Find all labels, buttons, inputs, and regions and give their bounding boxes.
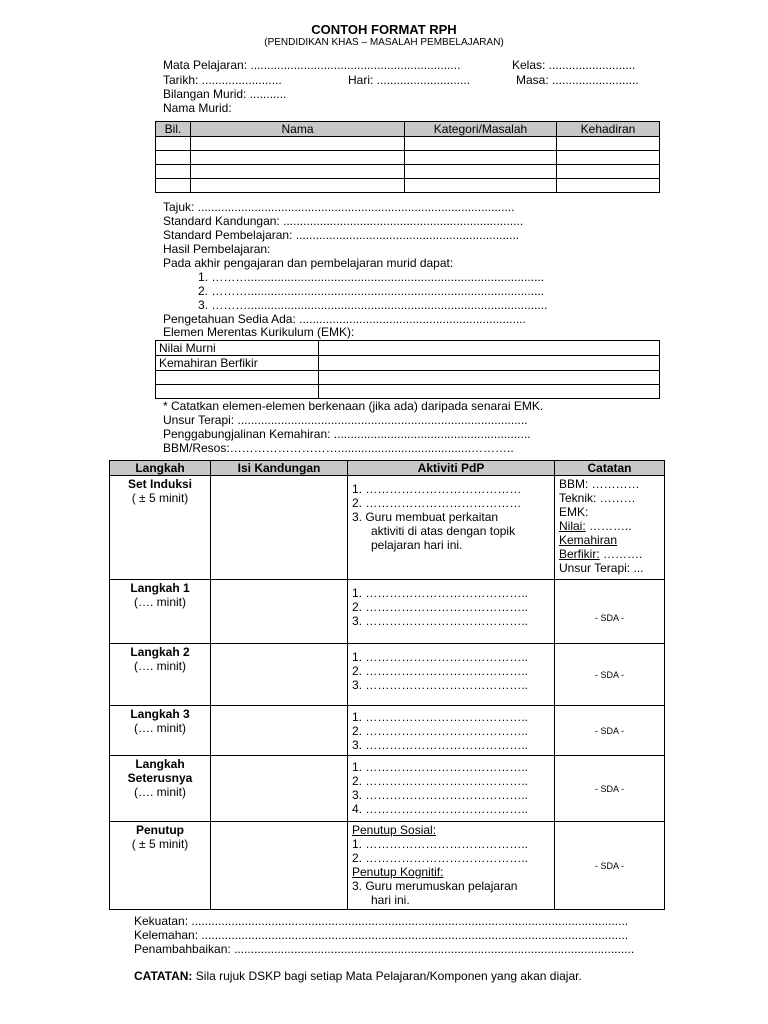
table-row bbox=[110, 580, 665, 644]
activity-line: 2. ………………………………….. bbox=[352, 851, 529, 865]
cell[interactable] bbox=[405, 165, 557, 179]
berfikir-label: Berfikir: bbox=[559, 547, 600, 561]
activity-line: 3. Guru merumuskan pelajaran bbox=[352, 879, 518, 893]
catatan-footer bbox=[134, 969, 582, 983]
catatan-berfikir bbox=[559, 547, 660, 561]
stage-name: Langkah 3 bbox=[130, 707, 190, 721]
stage-name: Penutup bbox=[136, 823, 184, 837]
stage-name-2: Seterusnya bbox=[127, 771, 193, 785]
stage-langkah-2 bbox=[110, 644, 211, 706]
objective-2: 2. ………......................................................................................... bbox=[198, 284, 545, 298]
table-row bbox=[156, 385, 660, 399]
col-langkah: Langkah bbox=[110, 461, 211, 476]
objective-3: 3. ……….......................................................................................... bbox=[198, 298, 548, 312]
penggabungjalinan-field: Penggabungjalinan Kemahiran: ........................................................... bbox=[163, 427, 531, 441]
cell[interactable] bbox=[557, 137, 660, 151]
isi-kandungan-cell[interactable] bbox=[211, 476, 348, 580]
kelemahan-field: Kelemahan: ................................................................................................................................ bbox=[134, 928, 629, 942]
table-row bbox=[156, 371, 660, 385]
table-row bbox=[156, 165, 660, 179]
activity-line: 3. ………………………………….. bbox=[352, 738, 529, 752]
table-row bbox=[156, 151, 660, 165]
activity-line: 3. ………………………………….. bbox=[352, 678, 529, 692]
emk-table bbox=[155, 340, 660, 399]
emk-label: Elemen Merentas Kurikulum (EMK): bbox=[163, 325, 355, 339]
activity-line: 2. ………………………………… bbox=[352, 496, 522, 510]
catatan-cell[interactable] bbox=[555, 476, 665, 580]
catatkan-note: * Catatkan elemen-elemen berkenaan (jika ada) daripada senarai EMK. bbox=[163, 399, 544, 413]
bilangan-murid-field: Bilangan Murid: ........... bbox=[163, 87, 287, 101]
catatan-sda: - SDA - bbox=[555, 706, 665, 756]
cell[interactable] bbox=[156, 151, 191, 165]
catatan-nilai bbox=[559, 519, 660, 533]
table-row bbox=[110, 756, 665, 822]
activity-line: 2. ………………………………….. bbox=[352, 774, 529, 788]
catatan-bbm: BBM: ………… bbox=[559, 477, 640, 491]
cell[interactable] bbox=[191, 137, 405, 151]
cell[interactable] bbox=[557, 151, 660, 165]
cell[interactable] bbox=[156, 137, 191, 151]
table-row bbox=[156, 137, 660, 151]
standard-kandungan-field: Standard Kandungan: ........................................................................ bbox=[163, 214, 524, 228]
activity-line: hari ini. bbox=[371, 893, 410, 907]
activity-line: 3. ………………………………….. bbox=[352, 614, 529, 628]
cell[interactable] bbox=[319, 385, 660, 399]
catatan-unsur: Unsur Terapi: ... bbox=[559, 561, 644, 575]
hasil-pembelajaran-label: Hasil Pembelajaran: bbox=[163, 242, 271, 256]
activity-line: 1. ………………………………….. bbox=[352, 650, 529, 664]
col-kehadiran: Kehadiran bbox=[557, 122, 660, 137]
col-aktiviti: Aktiviti PdP bbox=[348, 461, 555, 476]
table-row bbox=[110, 644, 665, 706]
kelas-field: Kelas: .......................... bbox=[512, 58, 636, 72]
kekuatan-field: Kekuatan: ................................................................................................................................... bbox=[134, 914, 629, 928]
penambahbaikan-field: Penambahbaikan: ........................................................................................................................ bbox=[134, 942, 635, 956]
nilai-dots: ……….. bbox=[585, 519, 632, 533]
cell[interactable] bbox=[557, 165, 660, 179]
emk-row-label bbox=[156, 371, 319, 385]
pengetahuan-field: Pengetahuan Sedia Ada: .................................................................... bbox=[163, 312, 526, 326]
activity-line: 2. ………………………………….. bbox=[352, 664, 529, 678]
catatan-label: CATATAN: bbox=[134, 969, 193, 983]
penutup-sosial-label: Penutup Sosial: bbox=[352, 823, 437, 837]
cell[interactable] bbox=[319, 341, 660, 356]
cell[interactable] bbox=[557, 179, 660, 193]
activity-line: 1. ………………………………….. bbox=[352, 710, 529, 724]
stage-duration: (…. minit) bbox=[134, 659, 186, 673]
table-row bbox=[156, 341, 660, 356]
stage-duration: (…. minit) bbox=[134, 721, 186, 735]
isi-kandungan-cell[interactable] bbox=[211, 822, 348, 910]
stage-duration: ( ± 5 minit) bbox=[131, 837, 189, 851]
stage-langkah-3 bbox=[110, 706, 211, 756]
stage-langkah-1 bbox=[110, 580, 211, 644]
stage-duration: (…. minit) bbox=[134, 785, 186, 799]
aktiviti-cell[interactable] bbox=[348, 822, 555, 910]
catatan-kemahiran: Kemahiran bbox=[559, 533, 618, 547]
stage-set-induksi bbox=[110, 476, 211, 580]
activity-line: 1. ………………………………….. bbox=[352, 760, 529, 774]
emk-row-label: Kemahiran Berfikir bbox=[156, 356, 319, 371]
cell[interactable] bbox=[191, 165, 405, 179]
aktiviti-cell[interactable] bbox=[348, 706, 555, 756]
stage-name: Set Induksi bbox=[127, 477, 192, 491]
col-kategori: Kategori/Masalah bbox=[405, 122, 557, 137]
aktiviti-cell[interactable] bbox=[348, 756, 555, 822]
mata-pelajaran-field: Mata Pelajaran: ............................................................... bbox=[163, 58, 461, 72]
col-isi-kandungan: Isi Kandungan bbox=[211, 461, 348, 476]
pada-akhir-text: Pada akhir pengajaran dan pembelajaran murid dapat: bbox=[163, 256, 454, 270]
cell[interactable] bbox=[319, 356, 660, 371]
stage-name: Langkah 2 bbox=[130, 645, 190, 659]
lesson-table-header bbox=[110, 461, 665, 476]
stage-name: Langkah bbox=[135, 757, 185, 771]
stage-duration: ( ± 5 minit) bbox=[131, 491, 189, 505]
catatan-sda: - SDA - bbox=[555, 822, 665, 910]
cell[interactable] bbox=[156, 165, 191, 179]
activity-line: 1. ………………………………….. bbox=[352, 586, 529, 600]
unsur-terapi-field: Unsur Terapi: ....................................................................................... bbox=[163, 413, 528, 427]
activity-line: 3. ………………………………….. bbox=[352, 788, 529, 802]
catatan-sda: - SDA - bbox=[555, 644, 665, 706]
student-table-header bbox=[156, 122, 660, 137]
objective-1: 1. ………......................................................................................... bbox=[198, 270, 545, 284]
emk-row-label: Nilai Murni bbox=[156, 341, 319, 356]
aktiviti-cell[interactable] bbox=[348, 476, 555, 580]
page-title: CONTOH FORMAT RPH bbox=[311, 22, 457, 37]
cell[interactable] bbox=[405, 137, 557, 151]
nilai-label: Nilai: bbox=[559, 519, 586, 533]
masa-field: Masa: .......................... bbox=[516, 73, 639, 87]
table-row bbox=[110, 822, 665, 910]
isi-kandungan-cell[interactable] bbox=[211, 644, 348, 706]
activity-line: 1. ………………………………….. bbox=[352, 837, 529, 851]
stage-duration: (…. minit) bbox=[134, 595, 186, 609]
cell[interactable] bbox=[405, 179, 557, 193]
stage-name: Langkah 1 bbox=[130, 581, 190, 595]
table-row bbox=[110, 476, 665, 580]
cell[interactable] bbox=[191, 151, 405, 165]
aktiviti-cell[interactable] bbox=[348, 580, 555, 644]
activity-line: pelajaran hari ini. bbox=[371, 538, 463, 552]
berfikir-dots: ………. bbox=[599, 547, 643, 561]
aktiviti-cell[interactable] bbox=[348, 644, 555, 706]
activity-line: 1. ………………………………… bbox=[352, 482, 522, 496]
activity-line: aktiviti di atas dengan topik bbox=[371, 524, 516, 538]
catatan-sda: - SDA - bbox=[555, 756, 665, 822]
lesson-table bbox=[109, 460, 665, 910]
cell[interactable] bbox=[405, 151, 557, 165]
activity-line: 2. ………………………………….. bbox=[352, 600, 529, 614]
bbm-resos-field: BBM/Resos:………………………........................................……….. bbox=[163, 441, 514, 455]
stage-penutup bbox=[110, 822, 211, 910]
isi-kandungan-cell[interactable] bbox=[211, 756, 348, 822]
table-row bbox=[156, 179, 660, 193]
student-table bbox=[155, 121, 660, 193]
isi-kandungan-cell[interactable] bbox=[211, 706, 348, 756]
activity-line: 2. ………………………………….. bbox=[352, 724, 529, 738]
tajuk-field: Tajuk: ............................................................................................... bbox=[163, 200, 515, 214]
hari-field: Hari: ............................ bbox=[348, 73, 471, 87]
cell[interactable] bbox=[191, 179, 405, 193]
table-row bbox=[110, 706, 665, 756]
activity-line: 3. Guru membuat perkaitan bbox=[352, 510, 499, 524]
stage-seterusnya bbox=[110, 756, 211, 822]
cell[interactable] bbox=[156, 179, 191, 193]
isi-kandungan-cell[interactable] bbox=[211, 580, 348, 644]
catatan-emk: EMK: bbox=[559, 505, 589, 519]
nama-murid-label: Nama Murid: bbox=[163, 101, 232, 115]
catatan-sda: - SDA - bbox=[555, 580, 665, 644]
col-nama: Nama bbox=[191, 122, 405, 137]
cell[interactable] bbox=[319, 371, 660, 385]
standard-pembelajaran-field: Standard Pembelajaran: ................................................................... bbox=[163, 228, 520, 242]
col-catatan: Catatan bbox=[555, 461, 665, 476]
catatan-text: Sila rujuk DSKP bagi setiap Mata Pelajaran/Komponen yang akan diajar. bbox=[192, 969, 582, 983]
catatan-teknik: Teknik: ……… bbox=[559, 491, 636, 505]
emk-row-label bbox=[156, 385, 319, 399]
table-row bbox=[156, 356, 660, 371]
penutup-kognitif-label: Penutup Kognitif: bbox=[352, 865, 444, 879]
page-subtitle: (PENDIDIKAN KHAS – MASALAH PEMBELAJARAN) bbox=[264, 37, 504, 48]
col-bil: Bil. bbox=[156, 122, 191, 137]
activity-line: 4. ………………………………….. bbox=[352, 802, 529, 816]
tarikh-field: Tarikh: ........................ bbox=[163, 73, 282, 87]
